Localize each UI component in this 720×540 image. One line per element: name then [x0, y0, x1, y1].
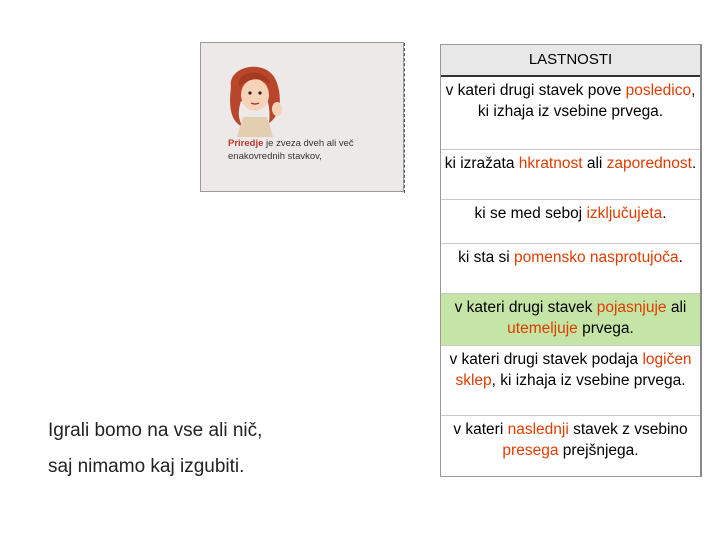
table-row-highlighted: v kateri drugi stavek pojasnjuje ali utemeljuje prvega. [441, 294, 700, 346]
girl-thinking-icon [219, 57, 287, 137]
table-row: ki sta si pomensko nasprotujoča. [441, 244, 700, 294]
table-row: v kateri drugi stavek pove posledico, ki izhaja iz vsebine prvega. [441, 77, 700, 150]
table-row: ki izražata hkratnost ali zaporednost. [441, 150, 700, 200]
caption-highlight: Priredje [228, 138, 264, 149]
illustration-card [200, 42, 404, 192]
example-sentence-line-2: saj nimamo kaj izgubiti. [48, 456, 245, 477]
properties-table [440, 44, 702, 477]
table-row: ki se med seboj izključujeta. [441, 200, 700, 244]
example-sentence-line-1: Igrali bomo na vse ali nič, [48, 420, 263, 441]
table-header: LASTNOSTI [441, 45, 700, 77]
caption-text: je zveza dveh ali več enakovrednih stavkov, [228, 138, 354, 162]
table-row: v kateri drugi stavek podaja logičen sklep, ki izhaja iz vsebine prvega. [441, 346, 700, 416]
dashed-divider [404, 43, 405, 193]
table-row: v kateri naslednji stavek z vsebino presega prejšnjega. [453, 421, 688, 459]
card-caption [228, 137, 388, 163]
